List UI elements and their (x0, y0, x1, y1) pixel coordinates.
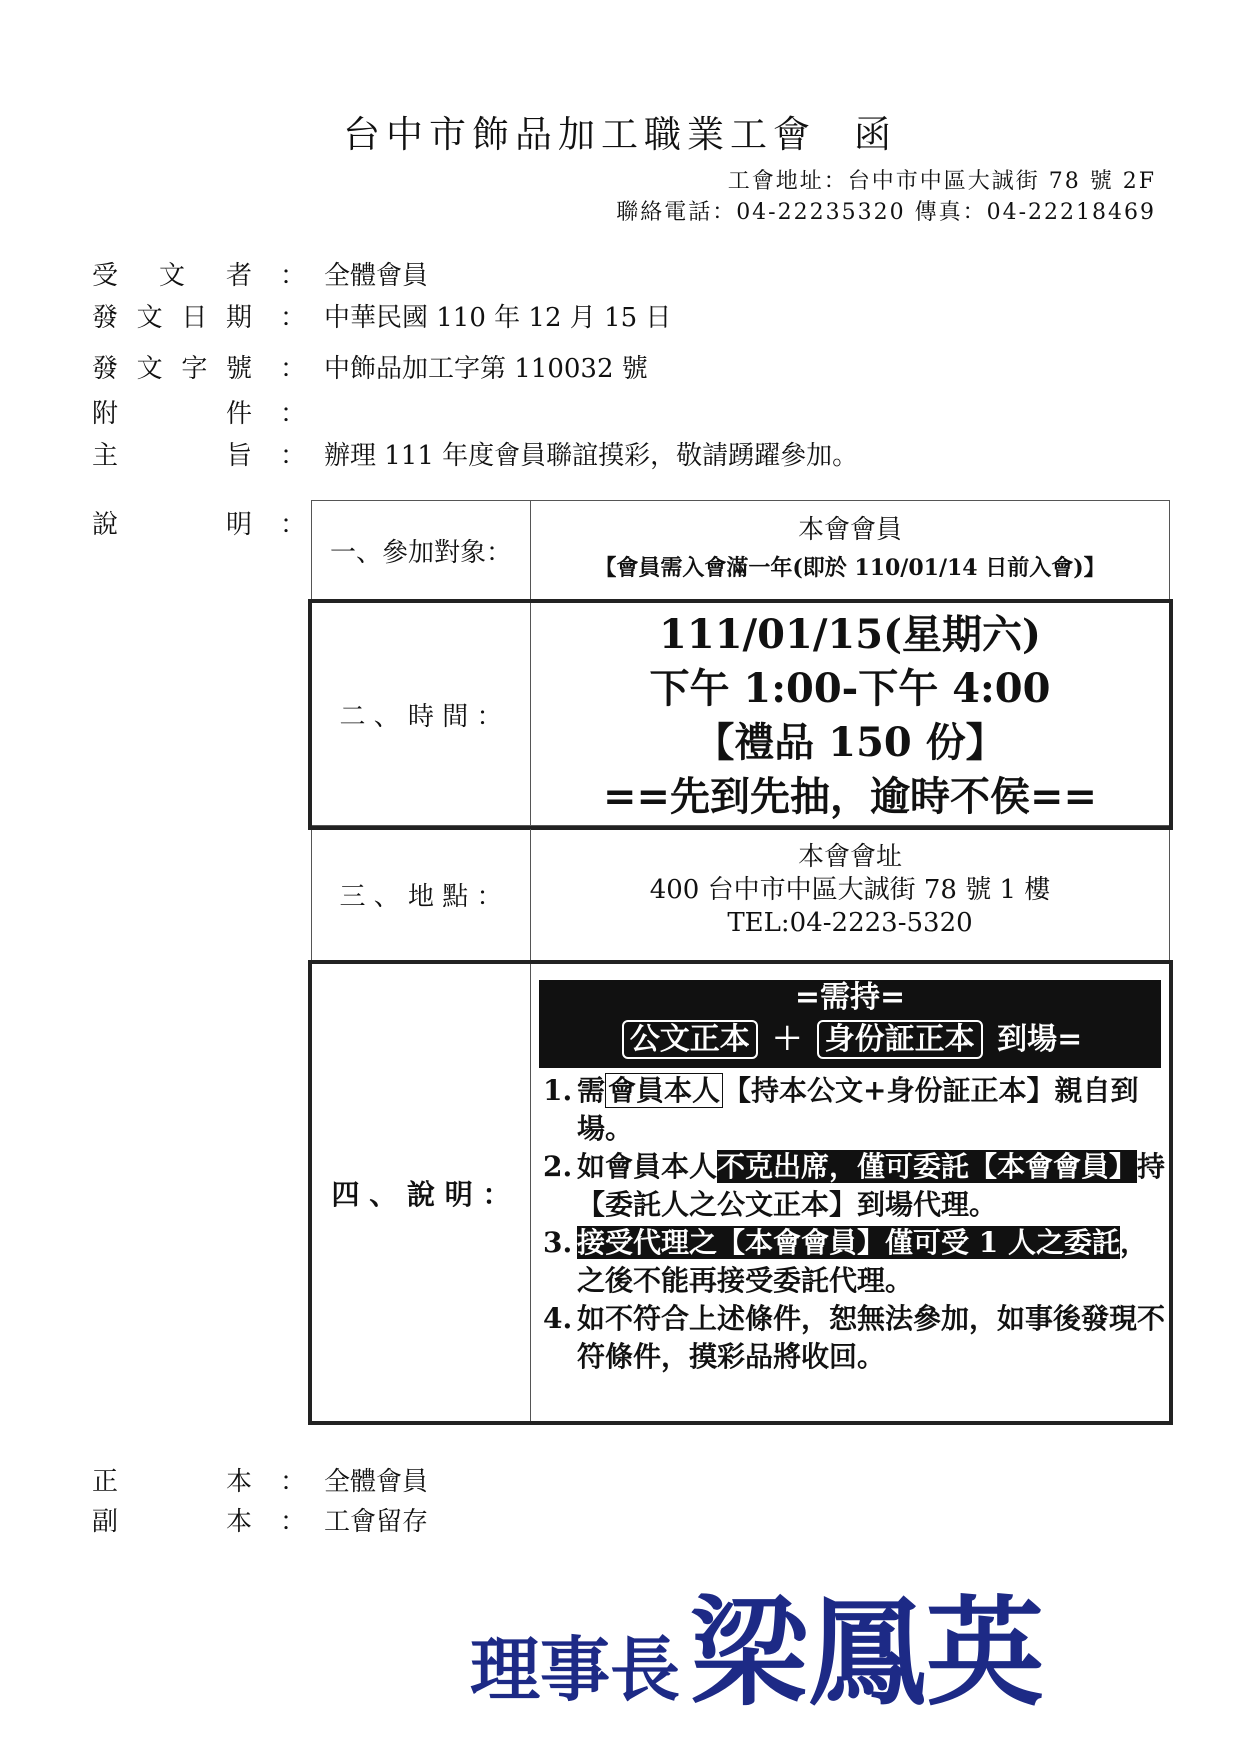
audience-condition: 【會員需入會滿一年(即於 110/01/14 日前入會)】 (594, 555, 1106, 581)
original-value: 全體會員 (324, 1467, 429, 1497)
colon: ： (280, 510, 307, 540)
doc-no-row (92, 349, 648, 389)
original-label: 正本 (92, 1467, 252, 1497)
audience-content (531, 511, 1169, 587)
notes-label: 四 、 說 明 ： (312, 964, 531, 1421)
arrive-text: 到場= (997, 1022, 1083, 1057)
table-row-audience (312, 501, 1169, 600)
table-row-location (312, 829, 1169, 961)
note-text: 需 (577, 1074, 606, 1107)
note-highlight: 不克出席，僅可委託【本會會員】 (717, 1150, 1138, 1183)
recipient-label: 受文者 (92, 261, 252, 291)
chair-title: 理事長 (470, 1629, 680, 1711)
date-value: 中華民國 110 年 12 月 15 日 (324, 303, 672, 333)
note-item-1 (543, 1072, 1169, 1148)
note-item-4 (543, 1300, 1169, 1376)
colon: ： (280, 441, 307, 471)
chair-name: 梁鳳英 (690, 1584, 1045, 1722)
location-name: 本會會址 (797, 842, 902, 872)
event-date: 111/01/15(星期六) (659, 611, 1041, 658)
document-title (0, 104, 1240, 158)
attachment-label: 附件 (92, 399, 252, 429)
note-text: 如不符合上述條件，恕無法參加，如事後發現不符條件，摸彩品將收回。 (577, 1302, 1166, 1373)
copy-row (92, 1502, 429, 1542)
first-come-note: ==先到先抽，逾時不侯== (602, 773, 1098, 820)
note-text: 持【委託人之公文正本】到場代理。 (577, 1150, 1166, 1221)
details-table (311, 500, 1170, 1423)
note-text: ，之後不能再接受委託代理。 (577, 1226, 1148, 1297)
attachment-row (92, 394, 307, 434)
colon: ： (280, 354, 307, 384)
required-title: =需持= (794, 980, 906, 1015)
required-banner (539, 980, 1161, 1068)
location-phone: TEL:04-2223-5320 (727, 908, 973, 938)
subject-label: 主旨 (92, 441, 252, 471)
location-label: 三 、 地 點 ： (312, 829, 531, 960)
note-number: 1. (543, 1074, 573, 1107)
audience-line: 本會會員 (797, 515, 902, 545)
copy-label: 副本 (92, 1507, 252, 1537)
id-card-box: 身份証正本 (817, 1020, 983, 1059)
copy-value: 工會留存 (324, 1507, 429, 1537)
recipient-value: 全體會員 (324, 261, 429, 291)
colon: ： (280, 1507, 307, 1537)
note-number: 2. (543, 1150, 573, 1183)
table-row-notes (312, 964, 1169, 1421)
location-address: 400 台中市中區大誠街 78 號 1 樓 (649, 875, 1051, 905)
description-label-row (92, 504, 307, 541)
time-label: 二 、 時 間 ： (312, 603, 531, 825)
audience-label: 一、參加對象： (312, 501, 531, 599)
notes-list (531, 1072, 1169, 1376)
note-text: 如會員本人 (577, 1150, 718, 1183)
plus-sign: ＋ (772, 1022, 803, 1057)
notes-content (531, 980, 1169, 1376)
colon: ： (280, 1467, 307, 1497)
subject-value: 辦理 111 年度會員聯誼摸彩，敬請踴躍參加。 (324, 441, 859, 471)
chairperson-signature (470, 1558, 1044, 1728)
original-row (92, 1462, 429, 1502)
colon: ： (280, 261, 307, 291)
colon: ： (280, 399, 307, 429)
org-phone-fax: 聯絡電話：04-22235320 傳真：04-22218469 (616, 200, 1156, 225)
org-address: 工會地址：台中市中區大誠街 78 號 2F (727, 169, 1156, 194)
note-number: 4. (543, 1302, 573, 1335)
subject-row (92, 436, 859, 476)
note-number: 3. (543, 1226, 573, 1259)
doc-no-value: 中飾品加工字第 110032 號 (324, 354, 648, 384)
table-row-time (312, 603, 1169, 826)
date-label: 發文日期 (92, 303, 252, 333)
doc-no-label: 發文字號 (92, 354, 252, 384)
description-label: 說明 (92, 510, 252, 540)
note-emphasis: 會員本人 (605, 1073, 723, 1108)
event-hours: 下午 1:00-下午 4:00 (649, 665, 1051, 712)
org-name: 台中市飾品加工職業工會 (343, 113, 816, 156)
time-content (531, 608, 1169, 824)
doc-type: 函 (854, 113, 897, 156)
note-item-3 (543, 1224, 1169, 1300)
contact-block (616, 166, 1156, 228)
location-content (531, 841, 1169, 940)
official-doc-box: 公文正本 (622, 1020, 758, 1059)
colon: ： (280, 303, 307, 333)
note-highlight: 接受代理之【本會會員】僅可受 1 人之委託 (577, 1226, 1120, 1259)
note-item-2 (543, 1148, 1169, 1224)
recipient-row (92, 256, 429, 296)
note-text: 【持本公文+身份証正本】親自到場。 (577, 1074, 1139, 1145)
date-row (92, 298, 672, 338)
prize-count: 【禮品 150 份】 (694, 719, 1006, 766)
